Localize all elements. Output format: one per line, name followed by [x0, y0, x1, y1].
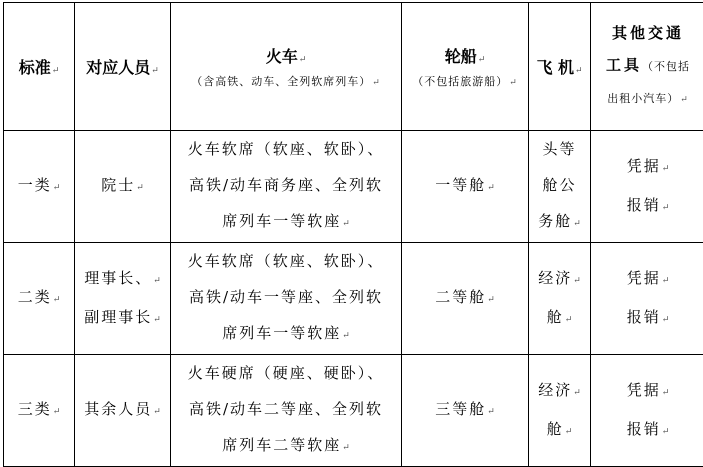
row-plane: 经济↵ 舱↵: [529, 355, 591, 467]
row-standard: 一类↵: [4, 131, 75, 243]
header-personnel: 对应人员↵: [75, 3, 171, 131]
row-ship: 二等舱↵: [402, 243, 529, 355]
header-standard: 标准↵: [4, 3, 75, 131]
table-row: [4, 355, 703, 467]
header-ship: 轮船↵ （不包括旅游船）↵: [402, 3, 529, 131]
header-row: [4, 3, 703, 131]
row-other: 凭据↵ 报销↵: [591, 243, 703, 355]
header-train: 火车↵ （含高铁、动车、全列软席列车）↵: [171, 3, 402, 131]
row-plane: 经济↵ 舱↵: [529, 243, 591, 355]
row-standard: 三类↵: [4, 355, 75, 467]
row-personnel: 其余人员↵: [75, 355, 171, 467]
row-ship: 一等舱↵: [402, 131, 529, 243]
row-plane: 头等 舱公 务舱↵: [529, 131, 591, 243]
header-plane: 飞 机↵: [529, 3, 591, 131]
table-row: [4, 243, 703, 355]
travel-standard-table: [3, 2, 703, 467]
row-personnel: 院士↵: [75, 131, 171, 243]
table-row: [4, 131, 703, 243]
row-other: 凭据↵ 报销↵: [591, 355, 703, 467]
row-train: 火车软席（软座、软卧）、 高铁/动车商务座、全列软 席列车一等软座↵: [171, 131, 402, 243]
header-other-transport: 其他交通 工具（不包括 出租小汽车）↵: [591, 3, 703, 131]
row-ship: 三等舱↵: [402, 355, 529, 467]
row-other: 凭据↵ 报销↵: [591, 131, 703, 243]
row-train: 火车软席（软座、软卧）、 高铁/动车一等座、全列软 席列车一等软座↵: [171, 243, 402, 355]
row-train: 火车硬席（硬座、硬卧）、 高铁/动车二等座、全列软 席列车二等软座↵: [171, 355, 402, 467]
row-personnel: 理事长、↵ 副理事长↵: [75, 243, 171, 355]
row-standard: 二类↵: [4, 243, 75, 355]
